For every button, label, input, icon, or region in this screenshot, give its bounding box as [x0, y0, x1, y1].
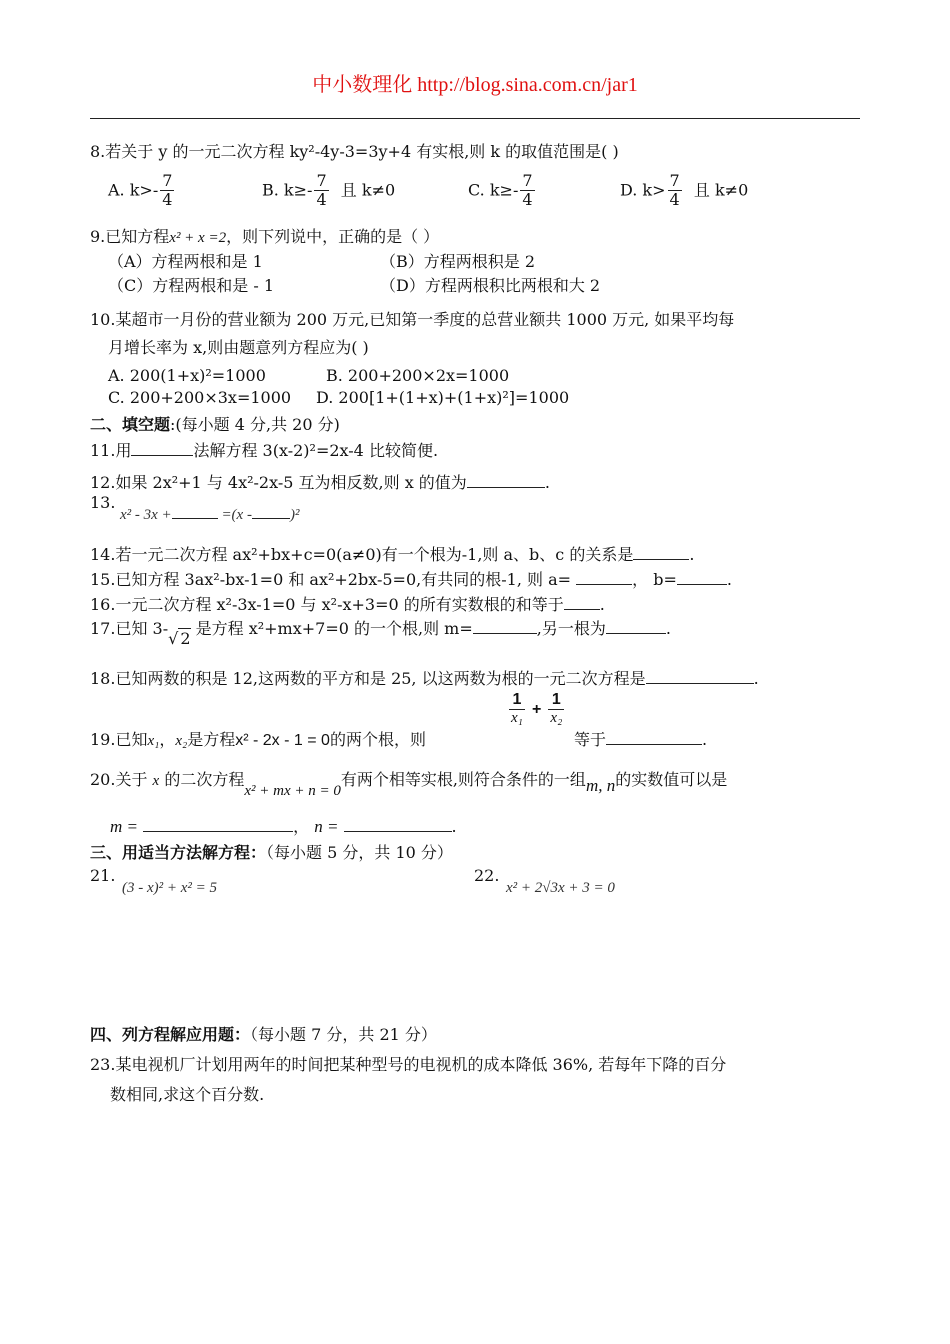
q8-stem: 8.若关于 y 的一元二次方程 ky²-4y-3=3y+4 有实根,则 k 的取值范围是( ) — [90, 142, 619, 161]
frac-num: 7 — [316, 171, 327, 190]
q8-d-label: D. k> — [620, 180, 666, 200]
q20-blank-m — [143, 831, 293, 832]
q23-line2: 数相同,求这个百分数. — [110, 1085, 265, 1104]
q13-c: )² — [289, 507, 300, 523]
q10-option-a: A. 200(1+x)²=1000 — [108, 366, 266, 385]
q11-a: 11.用 — [90, 441, 132, 460]
q13-number: 13. — [90, 493, 116, 512]
q17-c: ,另一根为 — [536, 619, 606, 638]
frac-num: 7 — [669, 171, 680, 190]
section-4-heading — [90, 1022, 437, 1045]
q9-equation: x² + x =2 — [169, 230, 227, 246]
q17-b: 是方程 x²+mx+7=0 的一个根,则 m= — [195, 619, 473, 638]
frac-den: 4 — [522, 190, 533, 210]
q19-x2: x₂ — [175, 733, 188, 749]
q19-tail: 等于 . — [574, 730, 708, 749]
q19-b: 是方程 — [187, 730, 236, 749]
q20-equation: x² + mx + n = 0 — [244, 783, 341, 799]
section-3-note: （每小题 5 分，共 10 分） — [266, 843, 453, 862]
q19-x1: x₁ — [147, 733, 160, 749]
q8-a-label: A. k>- — [108, 180, 159, 200]
q9-option-a: （A）方程两根和是 1 — [108, 252, 263, 271]
q10-option-c: C. 200+200×3x=1000 — [108, 388, 292, 407]
q9-stem-b: ，则下列说中，正确的是（ ） — [226, 227, 440, 246]
q22-equation: x² + 2√3x + 3 = 0 — [506, 880, 615, 896]
q16-blank — [564, 609, 600, 610]
q20-blank-n — [344, 831, 452, 832]
q19-d: 等于 — [574, 730, 607, 749]
section-2-title: 二、填空题 — [90, 415, 171, 434]
q20-x: x — [152, 773, 160, 789]
q20-m-label: m = — [110, 817, 138, 836]
q19-blank — [606, 744, 702, 745]
q13-blank-2 — [252, 518, 290, 519]
q23-line1: 23.某电视机厂计划用两年的时间把某种型号的电视机的成本降低 36%, 若每年下降的百分 — [90, 1055, 727, 1074]
q20-mn: m, n — [585, 776, 616, 795]
q15: 15.已知方程 3ax²-bx-1=0 和 ax²+2bx-5=0,有共同的根-1, 则 a= ， b= . — [90, 570, 732, 589]
q10-option-d: D. 200[1+(1+x)+(1+x)²]=1000 — [316, 388, 570, 407]
q8-b-label: B. k≥- — [262, 180, 313, 200]
q8-option-c — [468, 172, 537, 210]
q20-n-label: n = — [314, 817, 339, 836]
frac-den: 4 — [162, 190, 173, 210]
frac-den: 4 — [669, 190, 680, 210]
q10-option-b: B. 200+200×2x=1000 — [326, 366, 510, 385]
q13-a: x² - 3x + — [120, 507, 172, 523]
section-4-note: （每小题 7 分，共 21 分） — [250, 1025, 437, 1044]
q21-number: 21. — [90, 866, 116, 885]
q12: 12.如果 2x²+1 与 4x²-2x-5 互为相反数,则 x 的值为 . — [90, 473, 550, 492]
q18-blank — [646, 683, 754, 684]
q17-radicand: 2 — [180, 629, 191, 648]
q14-blank — [633, 559, 689, 560]
q8-option-a — [108, 172, 176, 210]
q15-b: ， b= — [632, 570, 677, 589]
q17: 17.已知 3-√ 2 是方程 x²+mx+7=0 的一个根,则 m= ,另一根为 . — [90, 619, 671, 648]
q19-a: 19.已知 — [90, 730, 148, 749]
frac-num: 7 — [162, 171, 173, 190]
q13-blank-1 — [172, 518, 218, 519]
section-2-note: :(每小题 4 分,共 20 分) — [170, 415, 340, 434]
q17-a: 17.已知 3- — [90, 619, 169, 638]
frac-num: 7 — [522, 171, 533, 190]
section-4-title: 四、列方程解应用题： — [90, 1025, 251, 1044]
q9-stem-a: 9.已知方程 — [90, 227, 170, 246]
q12-blank — [467, 487, 545, 488]
q19-equation: x² - 2x - 1 = 0 — [235, 732, 330, 749]
q20-answers: m = ， n = . — [110, 817, 457, 836]
q16-text: 16.一元二次方程 x²-3x-1=0 与 x²-x+3=0 的所有实数根的和等于 — [90, 595, 564, 614]
header-rule — [90, 118, 860, 119]
q16: 16.一元二次方程 x²-3x-1=0 与 x²-x+3=0 的所有实数根的和等于 . — [90, 595, 605, 614]
section-3-heading — [90, 840, 453, 863]
q21-equation: (3 - x)² + x² = 5 — [122, 880, 218, 896]
q11-b: 法解方程 3(x-2)²=2x-4 比较简便. — [193, 441, 439, 460]
frac-den: 4 — [316, 190, 327, 210]
q15-blank-a — [576, 584, 632, 585]
q22-number: 22. — [474, 866, 500, 885]
q15-a: 15.已知方程 3ax²-bx-1=0 和 ax²+2bx-5=0,有共同的根-1, 则 a= — [90, 570, 572, 589]
q9-stem — [90, 224, 439, 247]
q10-line2: 月增长率为 x,则由题意列方程应为( ) — [108, 338, 369, 357]
q13-b: =(x - — [221, 507, 252, 523]
q20 — [90, 767, 728, 799]
q11-blank — [131, 455, 193, 456]
q14: 14.若一元二次方程 ax²+bx+c=0(a≠0)有一个根为-1,则 a、b、c 的关系是 . — [90, 545, 695, 564]
q9-option-b: （B）方程两根积是 2 — [380, 252, 536, 271]
q8-b-suffix: 且 k≠0 — [340, 180, 396, 200]
q9-option-c: （C）方程两根和是 - 1 — [108, 276, 275, 295]
q12-text: 12.如果 2x²+1 与 4x²-2x-5 互为相反数,则 x 的值为 — [90, 473, 467, 492]
q9-option-d: （D）方程两根积比两根和大 2 — [380, 276, 601, 295]
page-header: 中小数理化 http://blog.sina.com.cn/jar1 — [312, 74, 638, 96]
q15-blank-b — [677, 584, 727, 585]
section-3-title: 三、用适当方法解方程： — [90, 843, 267, 862]
q19-sep: ， — [159, 730, 176, 749]
q20-d: 的实数值可以是 — [615, 770, 728, 789]
q17-blank-m — [473, 633, 537, 634]
q20-c: 有两个相等实根,则符合条件的一组 — [340, 770, 586, 789]
q8-option-b — [262, 172, 395, 210]
q19-expression: $\frac{1}{\text{x₁}}$ + $\frac{1}{\text{x₂}}$ — [511, 691, 563, 727]
q8-c-label: C. k≥- — [468, 180, 519, 200]
q19 — [90, 727, 426, 750]
q20-b: 的二次方程 — [164, 770, 245, 789]
section-2-heading — [90, 412, 340, 435]
q10-line1: 10.某超市一月份的营业额为 200 万元,已知第一季度的总营业额共 1000 万元, 如果平均每 — [90, 310, 735, 329]
q20-a: 20.关于 — [90, 770, 148, 789]
q17-blank-root — [606, 633, 666, 634]
q8-option-d — [620, 172, 748, 210]
q14-text: 14.若一元二次方程 ax²+bx+c=0(a≠0)有一个根为-1,则 a、b、c 的关系是 — [90, 545, 634, 564]
q18-text: 18.已知两数的积是 12,这两数的平方和是 25, 以这两数为根的一元二次方程是 — [90, 669, 646, 688]
q8-d-suffix: 且 k≠0 — [693, 180, 749, 200]
q18: 18.已知两数的积是 12,这两数的平方和是 25, 以这两数为根的一元二次方程是 . — [90, 669, 759, 688]
q11 — [90, 438, 438, 461]
q13-equation — [120, 507, 299, 524]
q19-c: 的两个根，则 — [329, 730, 426, 749]
